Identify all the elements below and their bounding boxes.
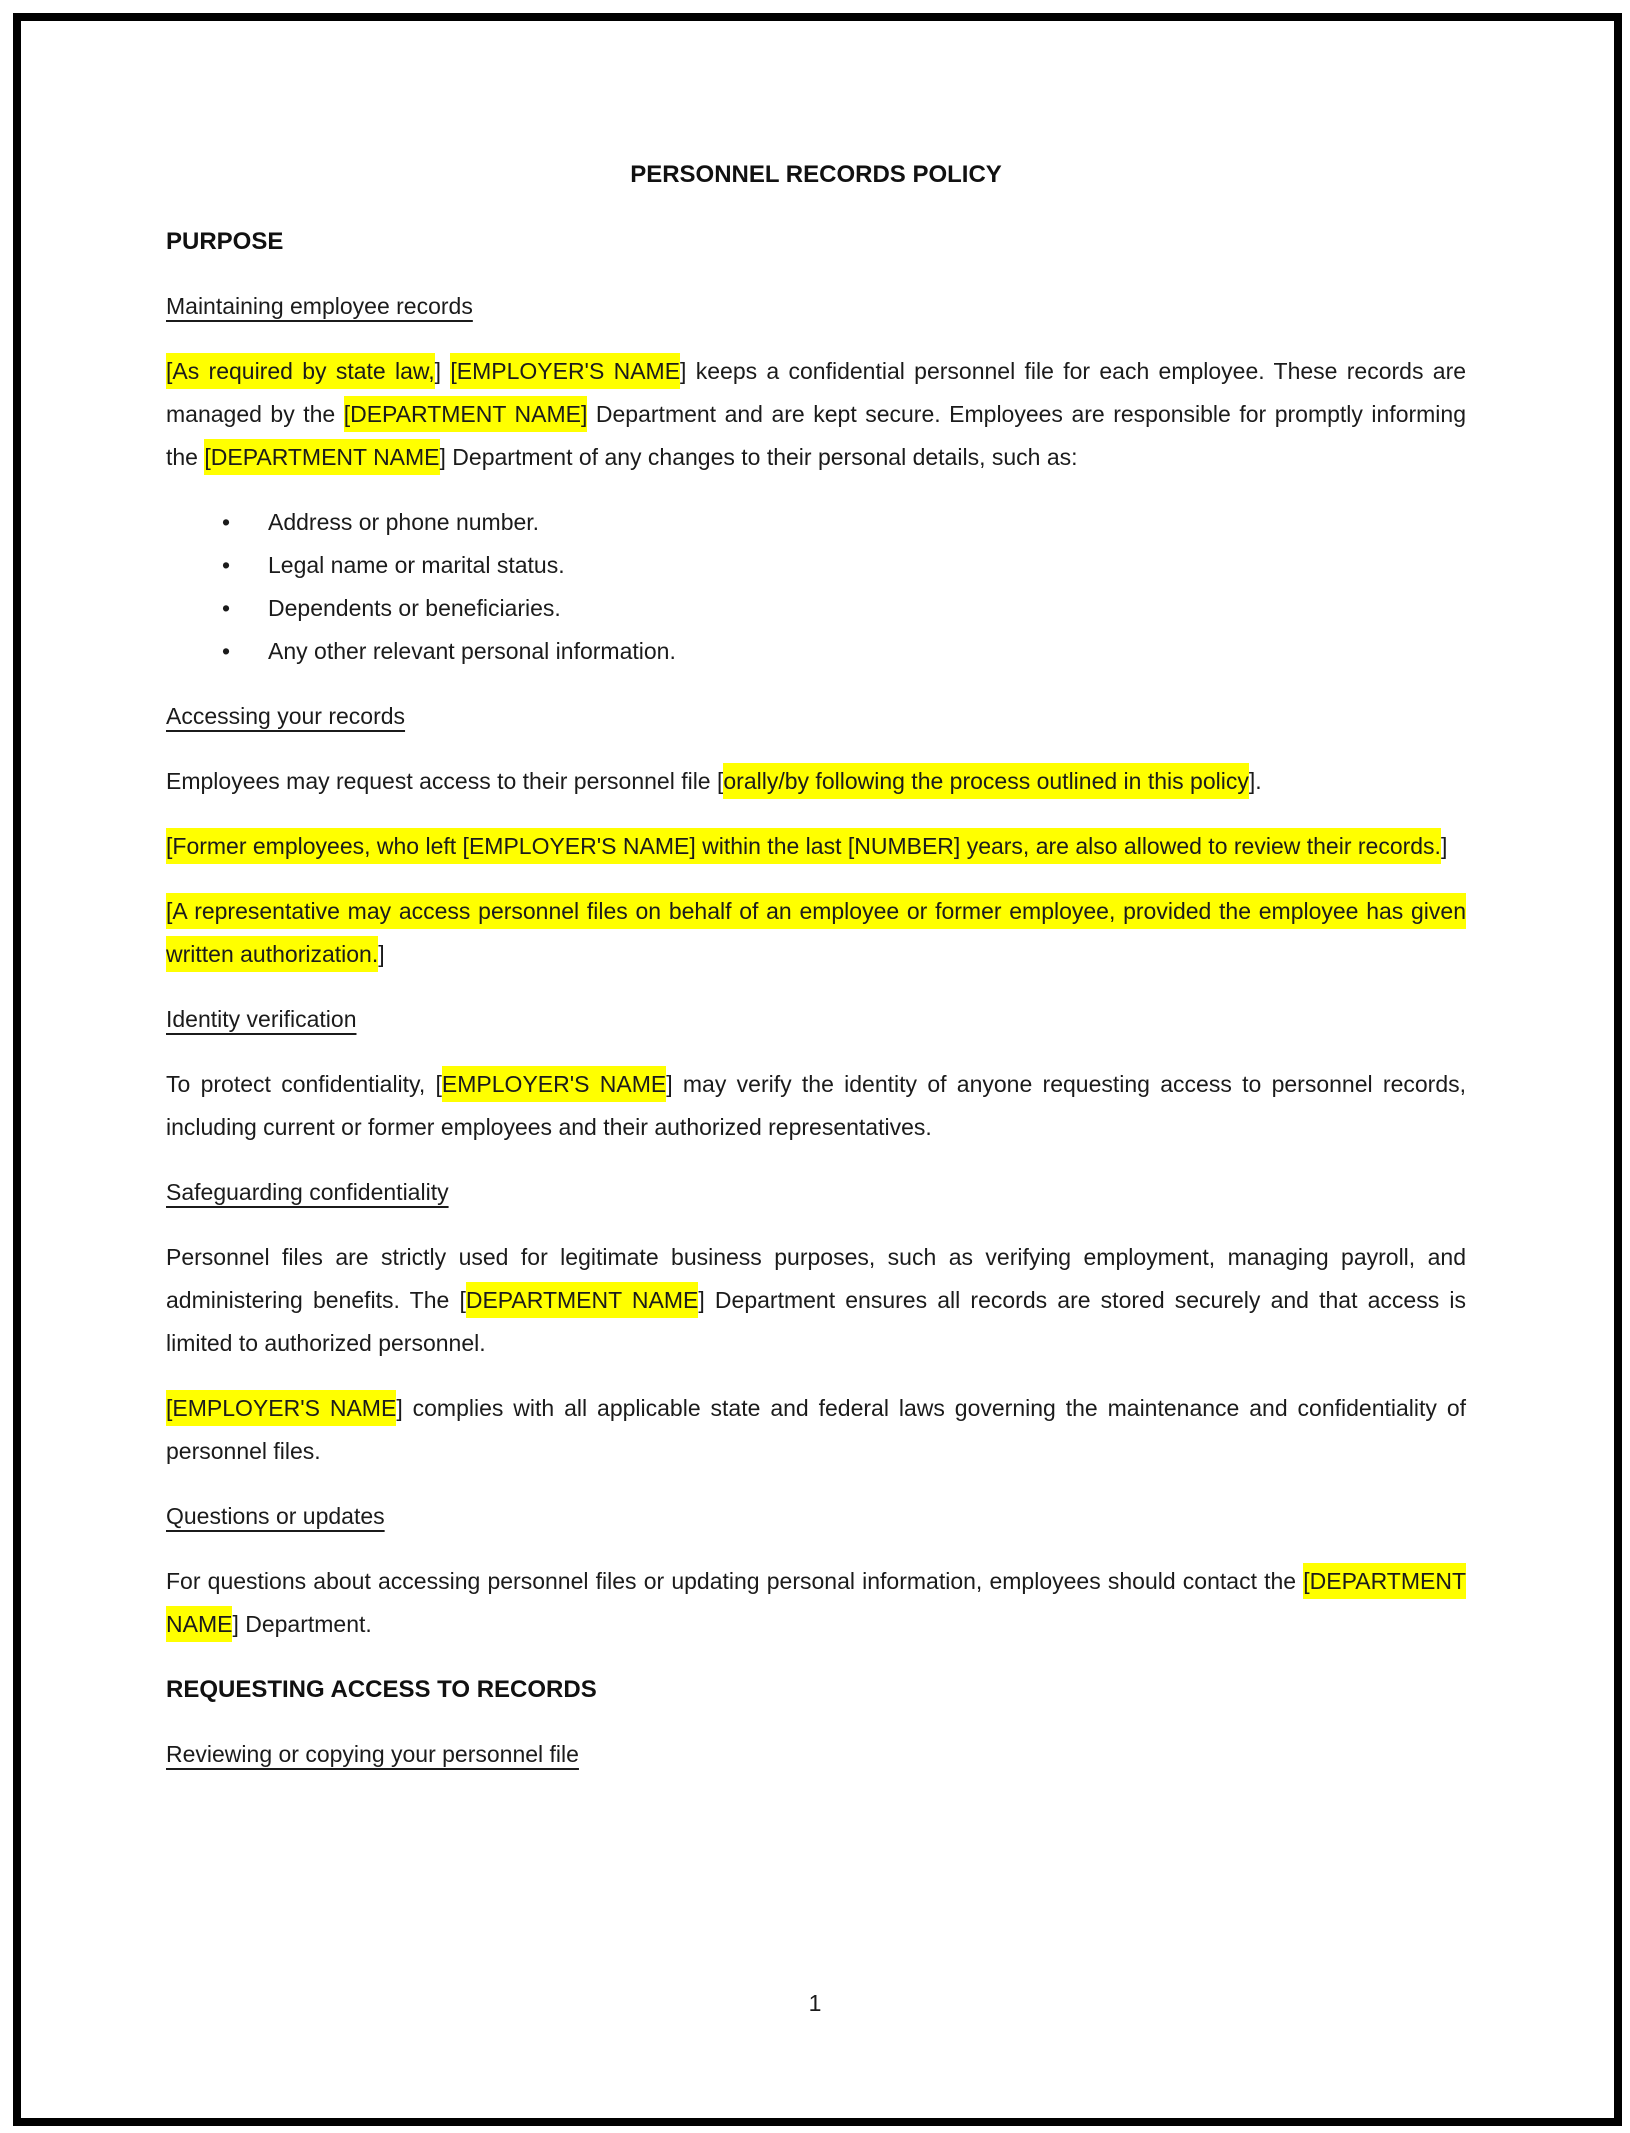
paragraph	[166, 350, 1466, 479]
highlighted-placeholder: [EMPLOYER'S NAME	[166, 1390, 396, 1426]
paragraph-text: To protect confidentiality, [	[166, 1071, 442, 1097]
highlighted-placeholder: DEPARTMENT NAME	[466, 1282, 699, 1318]
paragraph	[166, 1560, 1466, 1646]
paragraph-text: ].	[1248, 768, 1262, 794]
list-item	[222, 587, 1466, 630]
highlighted-placeholder: [DEPARTMENT NAME]	[344, 396, 588, 432]
paragraph-text: ]	[378, 941, 385, 967]
paragraph-text: ] complies with all applicable state and federal laws governing the maintenance and confidentiality of personnel files.	[166, 1395, 1466, 1464]
subsection-heading	[166, 1171, 1466, 1214]
bullet-icon: •	[222, 638, 231, 664]
bullet-list	[166, 501, 1466, 673]
subsection-heading	[166, 285, 1466, 328]
subsection-heading-text: Accessing your records	[166, 703, 406, 729]
paragraph-text: ]	[434, 358, 451, 384]
highlighted-placeholder: [As required by state law,	[166, 353, 435, 389]
paragraph	[166, 825, 1466, 868]
paragraph-text: ] Department.	[232, 1611, 372, 1637]
paragraph	[166, 1387, 1466, 1473]
subsection-heading-text: Maintaining employee records	[166, 293, 473, 319]
highlighted-placeholder: [DEPARTMENT NAME	[204, 439, 439, 475]
section-heading: PURPOSE	[166, 228, 284, 255]
highlighted-placeholder: [DEPARTMENT NAME	[166, 1563, 1466, 1642]
highlighted-placeholder: [Former employees, who left [EMPLOYER'S NAME] within the last [NUMBER] years, are also allowed to review their records.	[166, 828, 1441, 864]
subsection-heading-text: Reviewing or copying your personnel file	[166, 1741, 579, 1767]
paragraph-text: ] Department of any changes to their personal details, such as:	[439, 444, 1078, 470]
subsection-heading	[166, 1733, 1466, 1776]
subsection-heading	[166, 998, 1466, 1041]
list-item-text: Legal name or marital status.	[268, 552, 565, 578]
bullet-icon: •	[222, 595, 231, 621]
list-item	[222, 501, 1466, 544]
highlighted-placeholder: orally/by following the process outlined in this policy	[723, 763, 1248, 799]
paragraph-text: Department and are kept secure. Employees are responsible for promptly informing the	[166, 401, 1466, 470]
paragraph-text: ] may verify the identity of anyone requesting access to personnel records, including current or former employees and their authorized representatives.	[166, 1071, 1466, 1140]
section-heading: REQUESTING ACCESS TO RECORDS	[166, 1676, 597, 1703]
document-body	[166, 220, 1466, 1776]
bullet-icon: •	[222, 509, 231, 535]
list-item-text: Any other relevant personal information.	[268, 638, 676, 664]
highlighted-placeholder: EMPLOYER'S NAME	[442, 1066, 666, 1102]
list-item	[222, 630, 1466, 673]
paragraph	[166, 1063, 1466, 1149]
highlighted-placeholder: [A representative may access personnel files on behalf of an employee or former employee, provided the employee has given written authorization.	[166, 893, 1466, 972]
document-page	[166, 0, 1466, 1798]
bullet-icon: •	[222, 552, 231, 578]
page-number: 1	[808, 1990, 822, 2016]
list-item-text: Address or phone number.	[268, 509, 540, 535]
paragraph-text: Employees may request access to their personnel file [	[166, 768, 724, 794]
list-item	[222, 544, 1466, 587]
paragraph-text: ] keeps a confidential personnel file for each employee. These records are managed by the	[166, 358, 1467, 427]
paragraph	[166, 1236, 1466, 1365]
document-title: PERSONNEL RECORDS POLICY	[630, 161, 1002, 188]
paragraph	[166, 760, 1466, 803]
subsection-heading-text: Safeguarding confidentiality	[166, 1179, 449, 1205]
subsection-heading	[166, 695, 1466, 738]
paragraph-text: Personnel files are strictly used for legitimate business purposes, such as verifying employment, managing payroll, and administering benefits. The [	[166, 1244, 1466, 1313]
subsection-heading-text: Identity verification	[166, 1006, 357, 1032]
paragraph-text: ] Department ensures all records are stored securely and that access is limited to authorized personnel.	[166, 1287, 1466, 1356]
paragraph-text: ]	[1440, 833, 1448, 859]
paragraph-text: For questions about accessing personnel files or updating personal information, employees should contact the	[166, 1568, 1304, 1594]
list-item-text: Dependents or beneficiaries.	[268, 595, 561, 621]
paragraph	[166, 890, 1466, 976]
highlighted-placeholder: [EMPLOYER'S NAME	[450, 353, 680, 389]
subsection-heading	[166, 1495, 1466, 1538]
subsection-heading-text: Questions or updates	[166, 1503, 385, 1529]
